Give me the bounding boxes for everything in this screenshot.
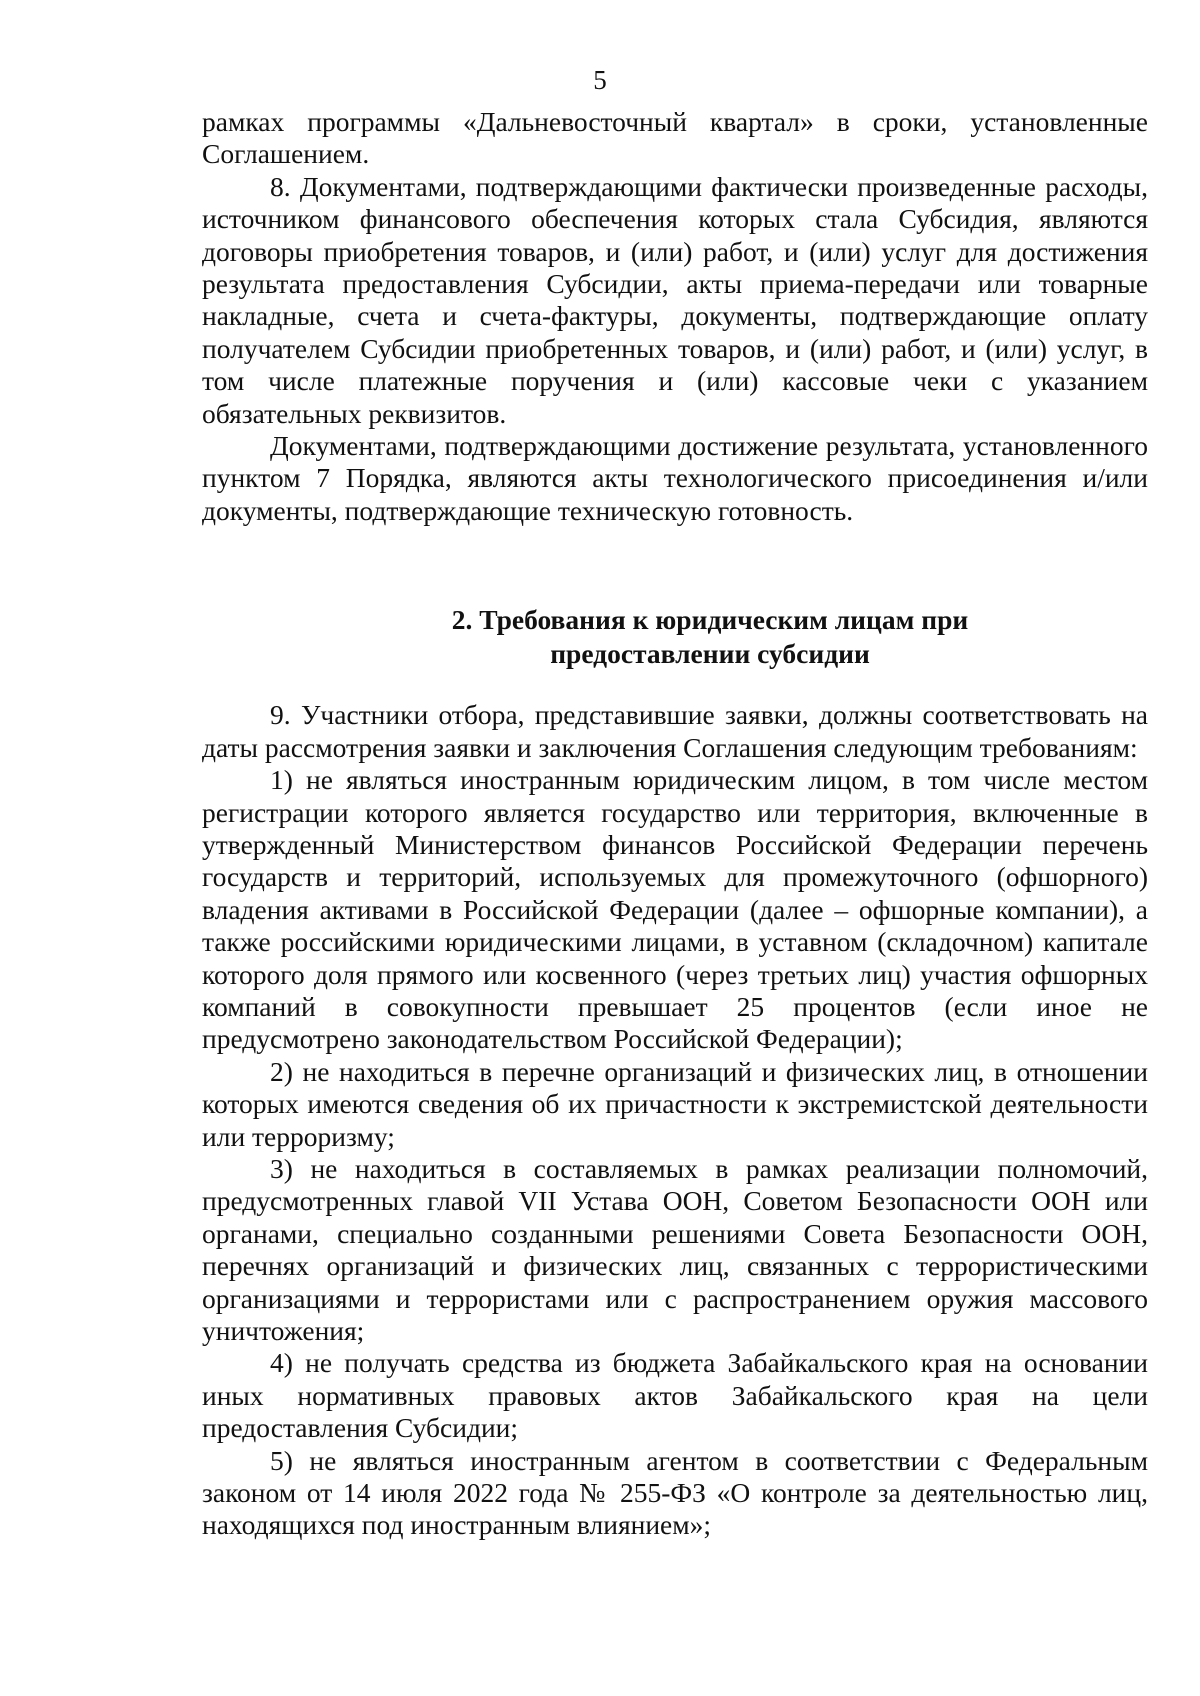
list-item: 2) не находиться в перечне организаций и физических лиц, в отношении которых имеются сведения об их причастности к экстремистской деятельности или терроризму;	[202, 1055, 1148, 1152]
list-item: 5) не являться иностранным агентом в соответствии с Федеральным законом от 14 июля 2022 года № 255-ФЗ «О контроле за деятельностью лиц, находящихся под иностранным влиянием»;	[202, 1444, 1148, 1541]
paragraph: рамках программы «Дальневосточный квартал» в сроки, установленные Соглашением.	[202, 106, 1148, 170]
section-title-line: 2. Требования к юридическим лицам при	[451, 604, 969, 636]
paragraph-item-9: 9. Участники отбора, представившие заявки, должны соответствовать на даты рассмотрения заявки и заключения Соглашения следующим требованиям:	[202, 699, 1148, 763]
paragraph-item-8: 8. Документами, подтверждающими фактически произведенные расходы, источником финансового обеспечения которых стала Субсидия, являются договоры приобретения товаров, и (или) работ, и (или) услуг для достижения результата предоставления Субсидии, акты приема-передачи или товарные накладные, счета и счета-фактуры, документы, подтверждающие оплату получателем Субсидии приобретенных товаров, и (или) работ, и (или) услуг, в том числе платежные поручения и (или) кассовые чеки с указанием обязательных реквизитов.	[202, 170, 1148, 429]
list-item: 4) не получать средства из бюджета Забайкальского края на основании иных нормативных правовых актов Забайкальского края на цели предоставления Субсидии;	[202, 1347, 1148, 1444]
section-title-line: предоставлении субсидии	[550, 638, 870, 670]
list-item: 1) не являться иностранным юридическим лицом, в том числе местом регистрации которого является государство или территория, включенные в утвержденный Министерством финансов Российской Федерации перечень государств и территорий, используемых для промежуточного (офшорного) владения активами в Российской Федерации (далее – офшорные компании), а также российскими юридическими лицами, в уставном (складочном) капитале которого доля прямого или косвенного (через третьих лиц) участия офшорных компаний в совокупности превышает 25 процентов (если иное не предусмотрено законодательством Российской Федерации);	[202, 764, 1148, 1055]
document-body	[202, 106, 1148, 1542]
page-number: 5	[593, 65, 607, 95]
section-title	[202, 603, 1148, 671]
list-item: 3) не находиться в составляемых в рамках реализации полномочий, предусмотренных главой VII Устава ООН, Советом Безопасности ООН или органами, специально созданными решениями Совета Безопасности ООН, перечнях организаций и физических лиц, связанных с террористическими организациями и террористами или с распространением оружия массового уничтожения;	[202, 1152, 1148, 1346]
paragraph: Документами, подтверждающими достижение результата, установленного пунктом 7 Порядка, являются акты технологического присоединения и/или документы, подтверждающие техническую готовность.	[202, 430, 1148, 526]
